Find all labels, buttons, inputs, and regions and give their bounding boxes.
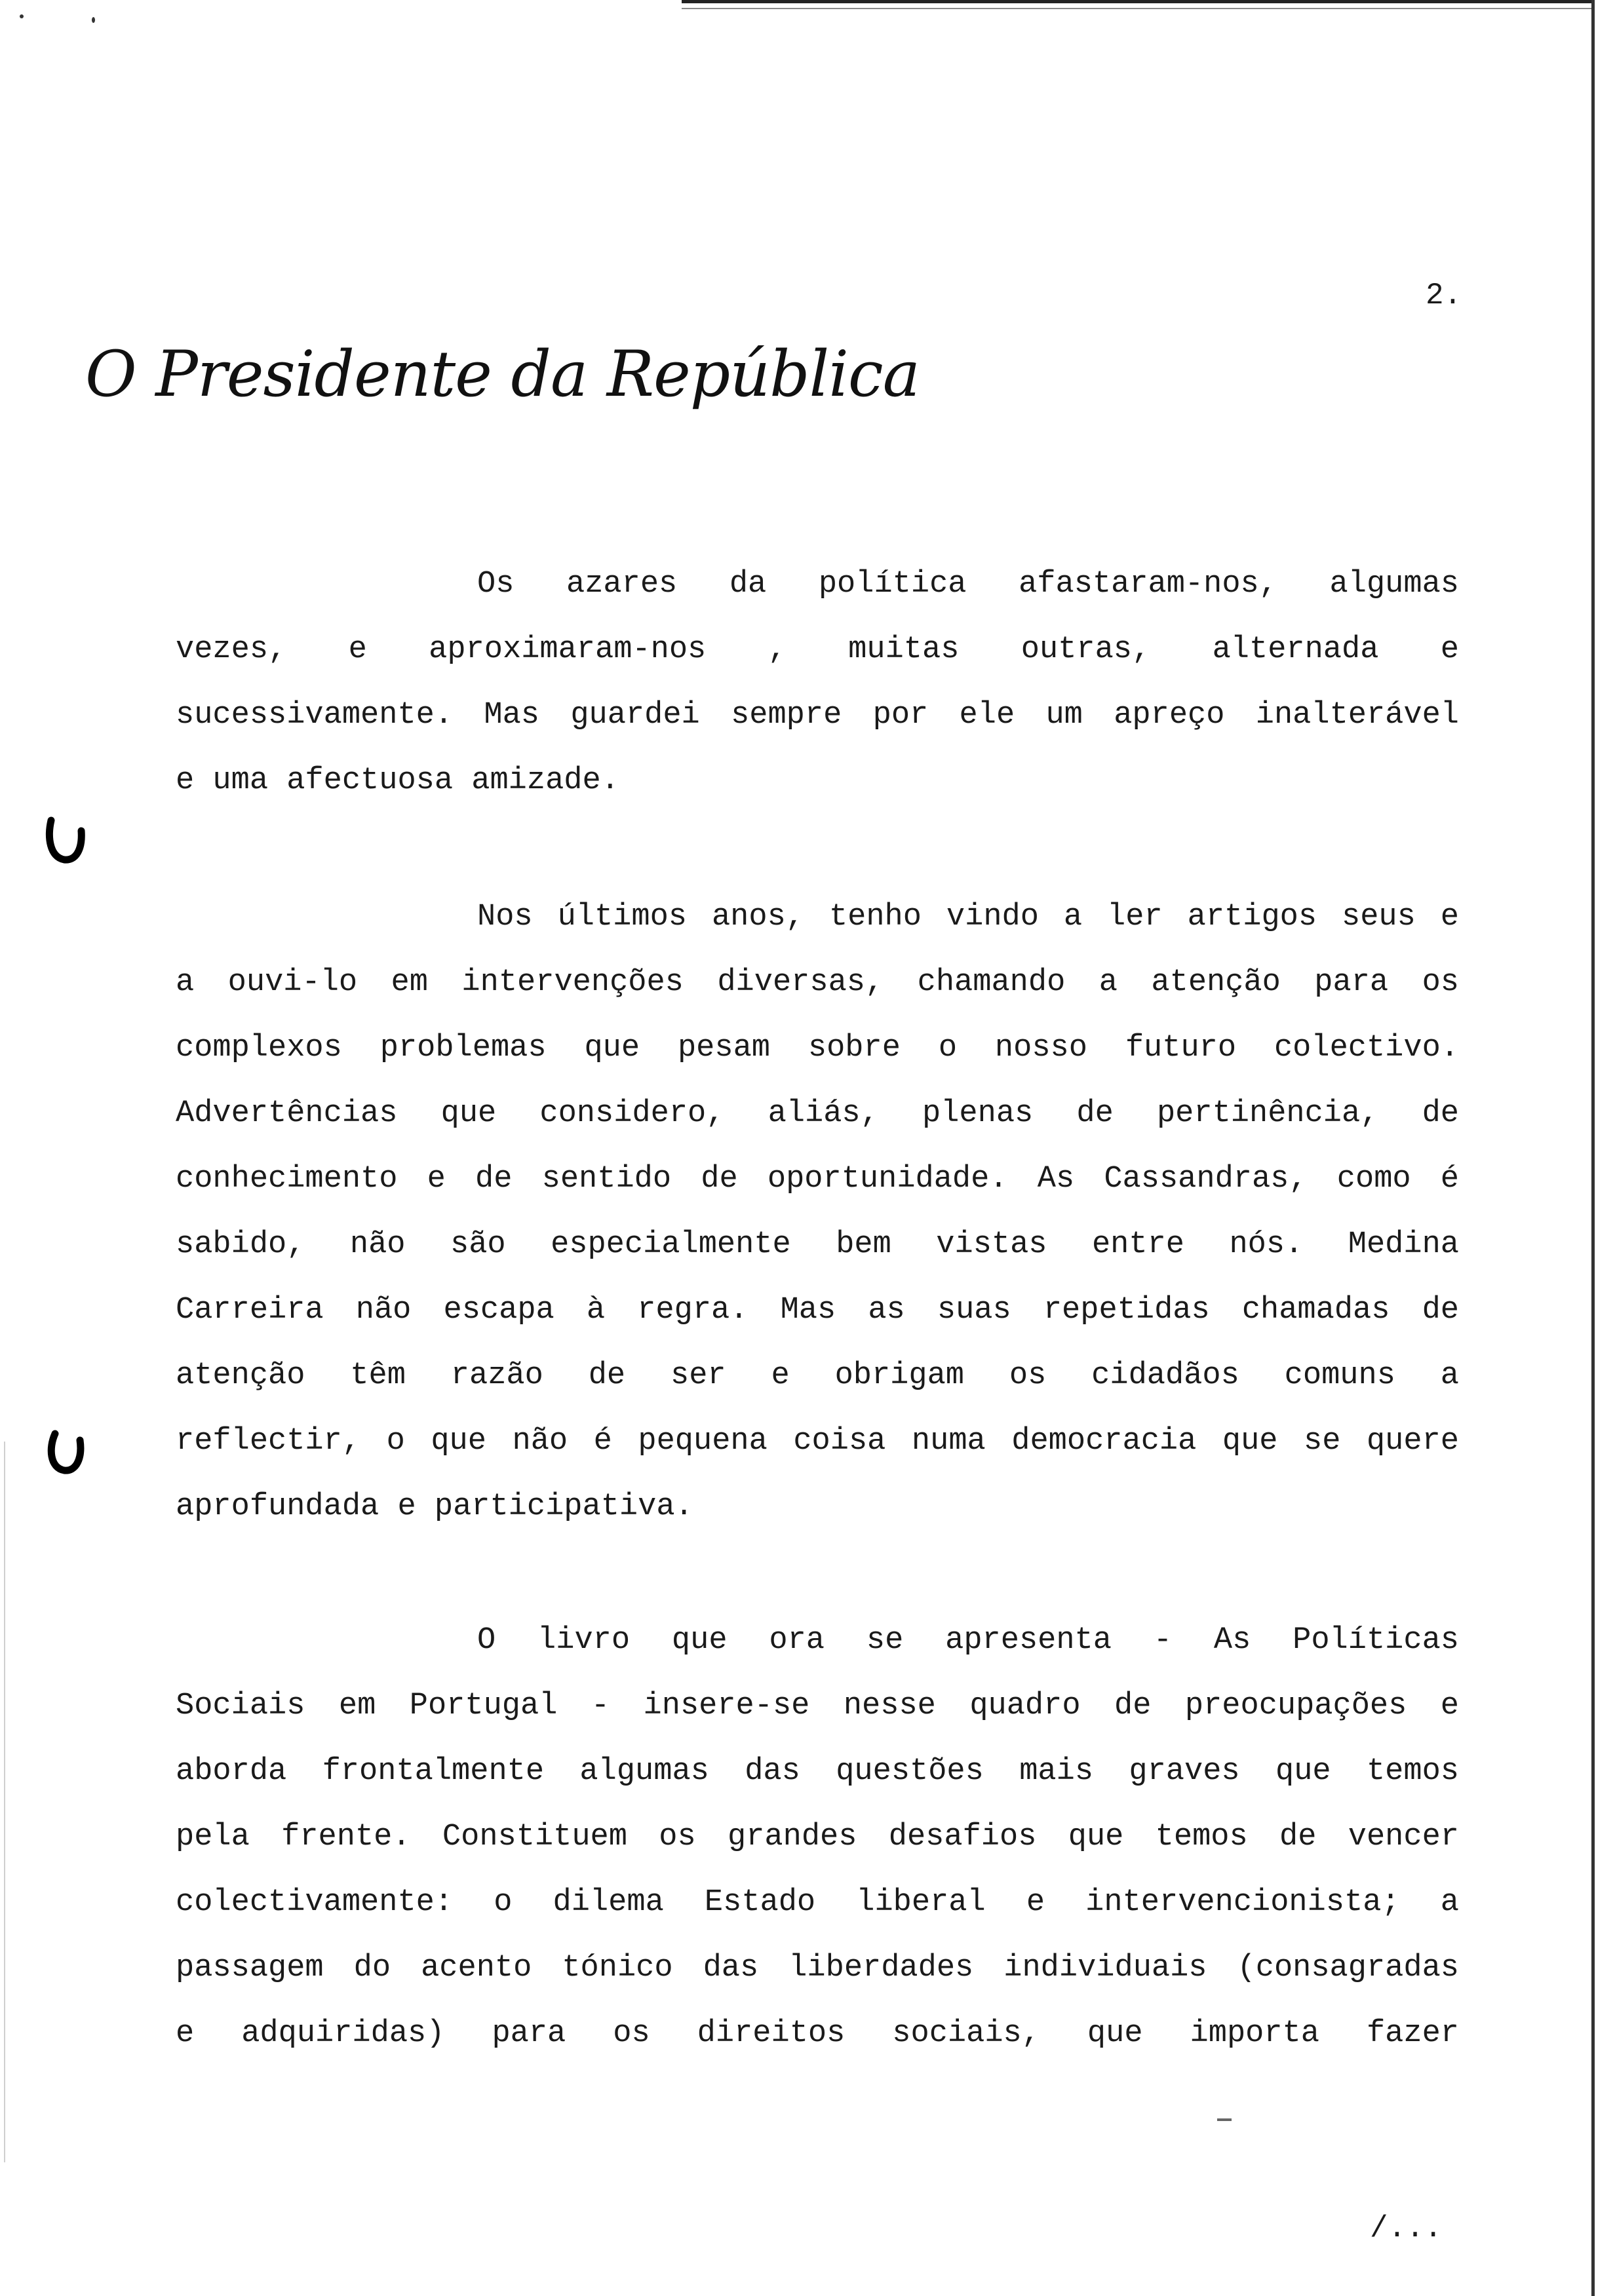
paragraph-line: complexos problemas que pesam sobre o nosso futuro colectivo. <box>176 1031 1459 1065</box>
paragraph-line: O livro que ora se apresenta - As Políticas <box>477 1623 1459 1658</box>
paragraph-line: pela frente. Constituem os grandes desafios que temos de vencer <box>176 1820 1459 1854</box>
punch-hole-mark-icon <box>45 1422 87 1477</box>
paragraph-line: a ouvi-lo em intervenções diversas, chamando a atenção para os <box>176 965 1459 1000</box>
page-number: 2. <box>1426 278 1462 313</box>
scan-dash-mark <box>1217 2118 1232 2121</box>
paragraph-line: vezes, e aproximaram-nos , muitas outras, alternada e <box>176 632 1459 667</box>
page-left-edge <box>4 1442 5 2162</box>
paragraph-line: e uma afectuosa amizade. <box>176 763 619 798</box>
top-border-line <box>682 0 1593 3</box>
paragraph-line: e adquiridas) para os direitos sociais, que importa fazer <box>176 2016 1459 2051</box>
punch-hole-mark-icon <box>45 811 87 866</box>
paragraph-line: aprofundada e participativa. <box>176 1489 693 1524</box>
paragraph-1 <box>176 565 1459 801</box>
paragraph-line: sucessivamente. Mas guardei sempre por ele um apreço inalterável <box>176 698 1459 733</box>
paragraph-line: atenção têm razão de ser e obrigam os cidadãos comuns a <box>176 1358 1459 1393</box>
letterhead-o-presidente-da-republica: O Presidente da República <box>85 337 920 411</box>
paragraph-line: passagem do acento tónico das liberdades individuais (consagradas <box>176 1951 1459 1985</box>
paragraph-line: Os azares da política afastaram-nos, algumas <box>477 567 1459 602</box>
paragraph-line: aborda frontalmente algumas das questões mais graves que temos <box>176 1754 1459 1789</box>
scan-speck <box>92 17 95 23</box>
paragraph-line: colectivamente: o dilema Estado liberal e intervencionista; a <box>176 1885 1459 1920</box>
paragraph-3 <box>176 1621 1459 2054</box>
paragraph-line: Advertências que considero, aliás, plenas de pertinência, de <box>176 1096 1459 1131</box>
paragraph-line: Sociais em Portugal - insere-se nesse quadro de preocupações e <box>176 1689 1459 1723</box>
top-border-line-thin <box>682 8 1593 9</box>
paragraph-line: sabido, não são especialmente bem vistas entre nós. Medina <box>176 1227 1459 1262</box>
paragraph-line: Nos últimos anos, tenho vindo a ler artigos seus e <box>477 900 1459 934</box>
continuation-marker: /... <box>1370 2211 1443 2246</box>
paragraph-line: reflectir, o que não é pequena coisa numa democracia que se quere <box>176 1424 1459 1459</box>
paragraph-line: Carreira não escapa à regra. Mas as suas repetidas chamadas de <box>176 1293 1459 1328</box>
paragraph-2 <box>176 898 1459 1527</box>
paragraph-line: conhecimento e de sentido de oportunidade. As Cassandras, como é <box>176 1162 1459 1196</box>
scan-speck <box>20 14 24 18</box>
page-right-edge <box>1591 0 1595 2296</box>
